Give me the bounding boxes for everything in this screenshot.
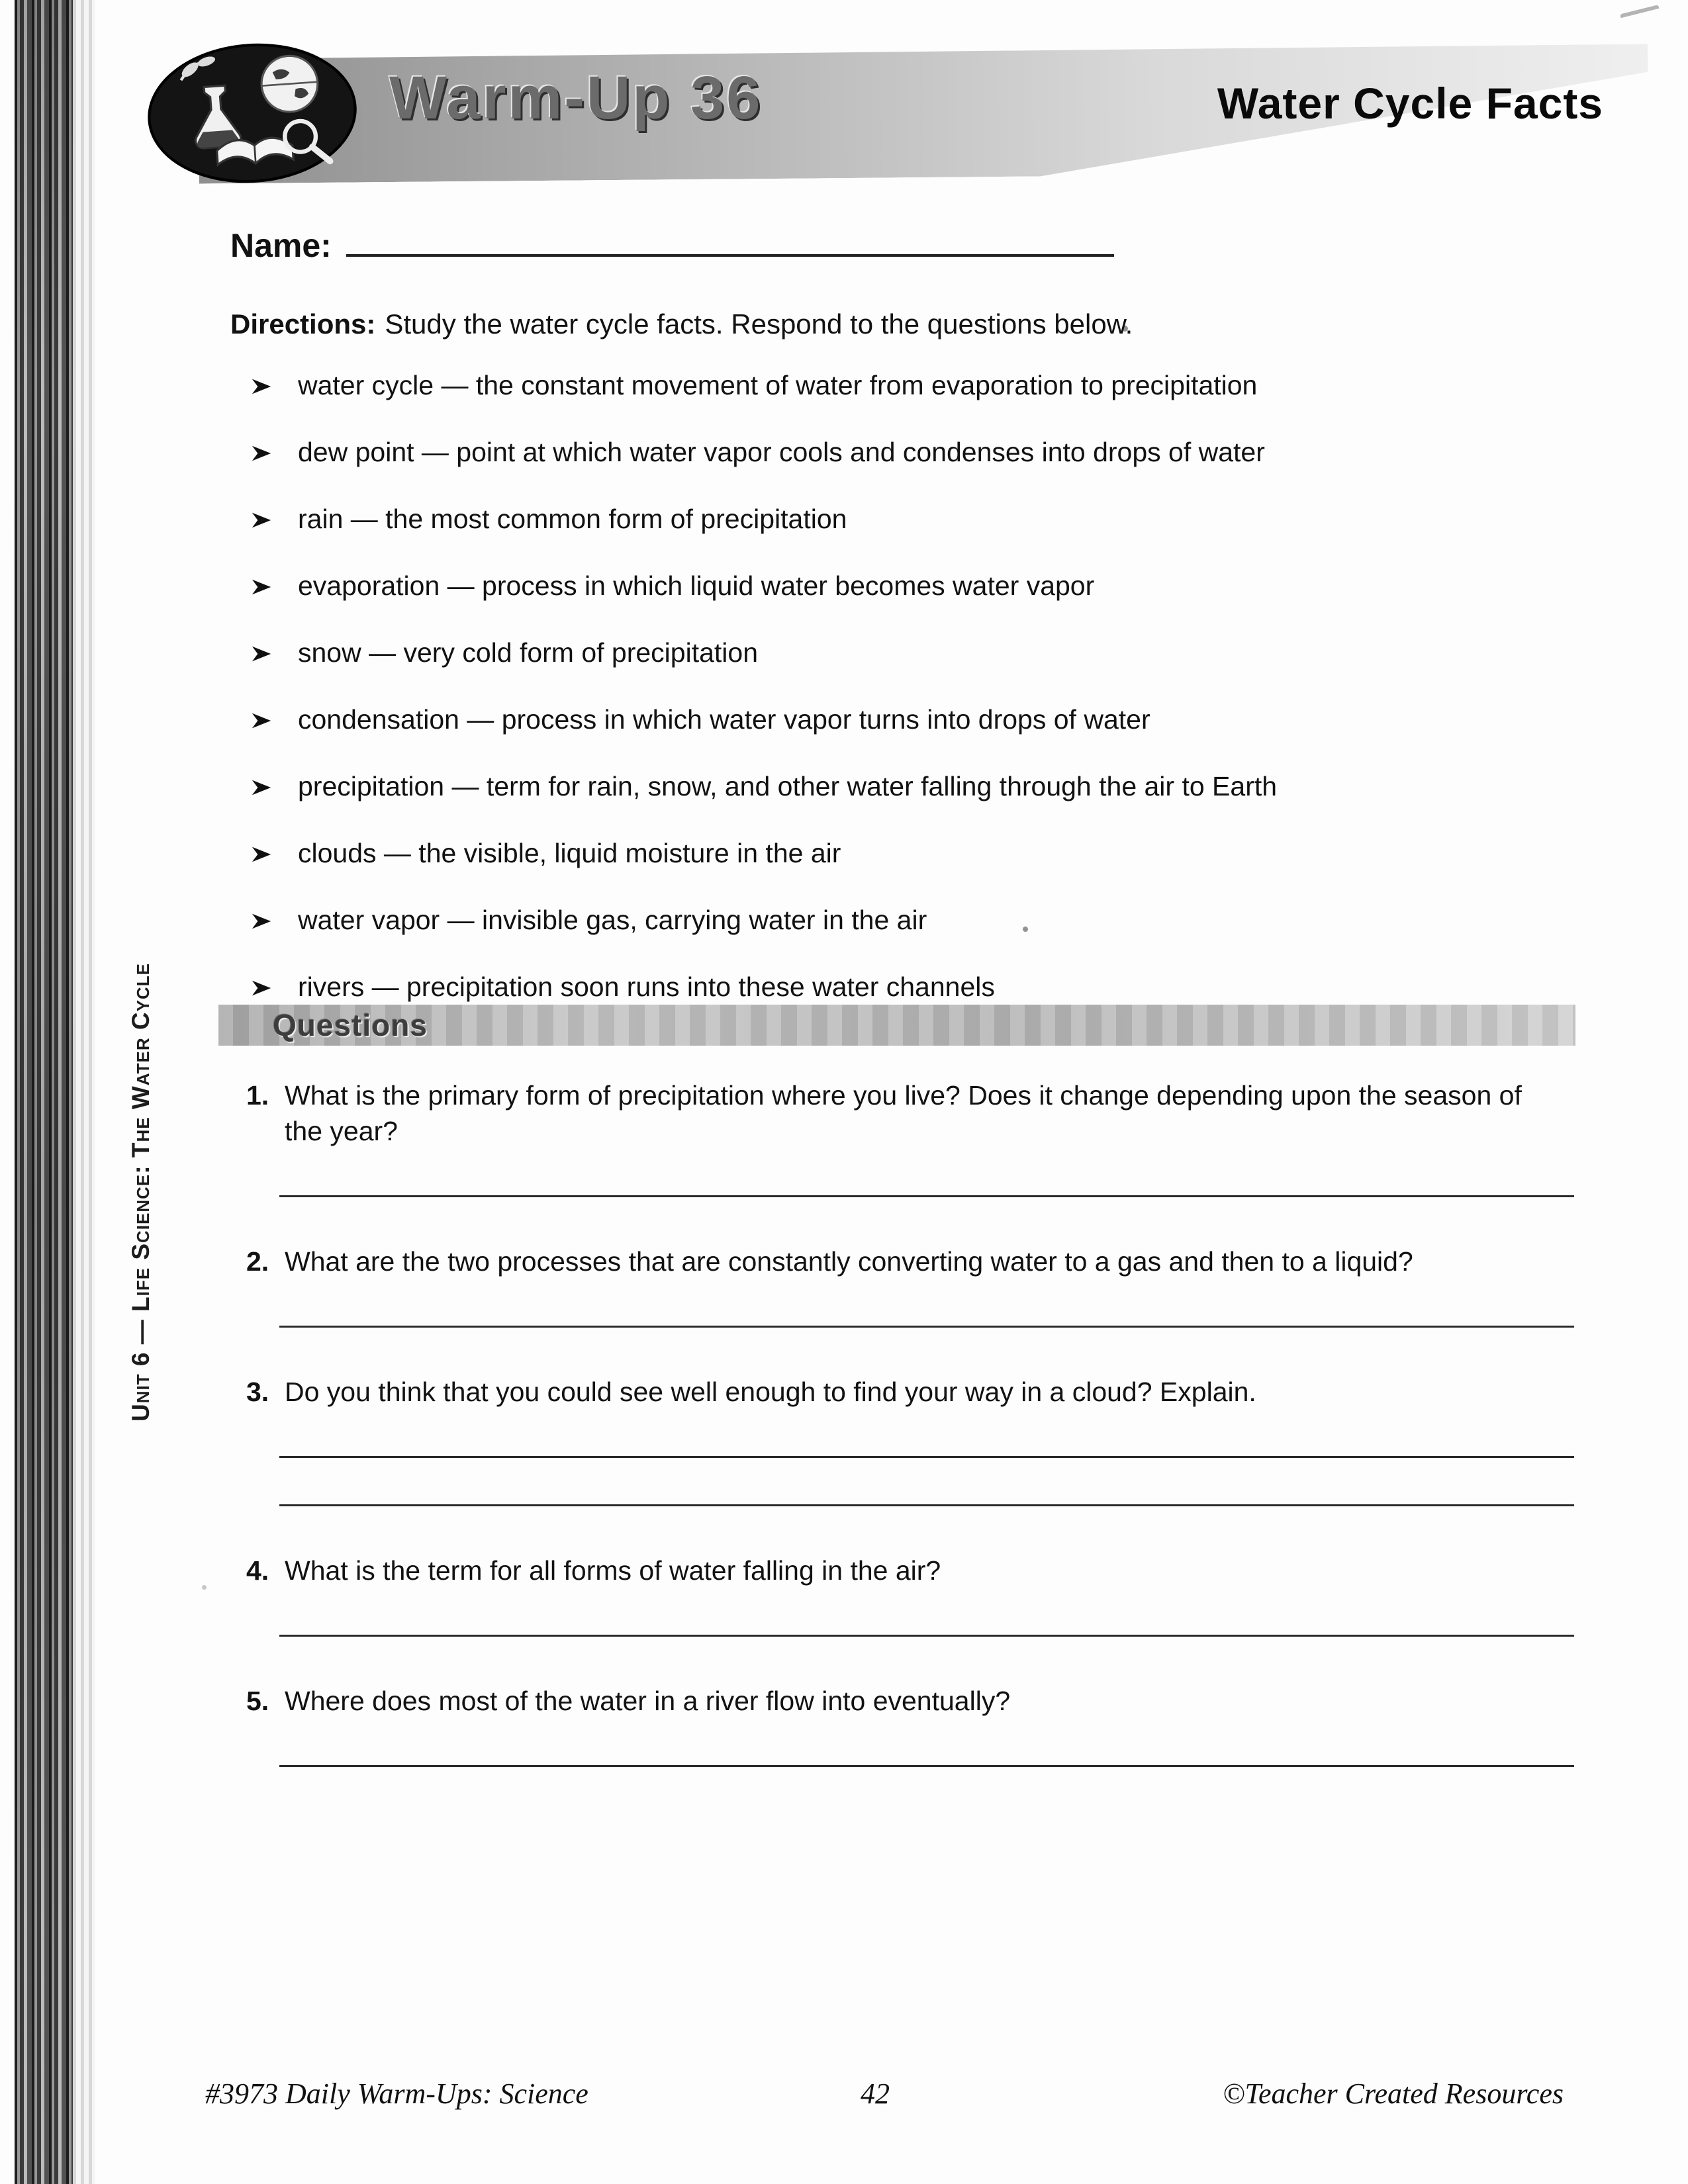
name-label: Name: — [230, 227, 332, 264]
arrow-bullet-icon — [250, 574, 273, 604]
answer-line — [279, 1504, 1574, 1506]
fact-item — [250, 772, 1614, 804]
arrow-bullet-icon — [250, 641, 273, 670]
question-row — [246, 1244, 1577, 1279]
question-row — [246, 1683, 1577, 1719]
footer-publisher: ©Teacher Created Resources — [1223, 2077, 1564, 2110]
fact-text: water vapor — invisible gas, carrying water in the air — [298, 905, 927, 935]
question-item — [246, 1374, 1577, 1506]
fact-item — [250, 437, 1614, 470]
answer-line — [279, 1456, 1574, 1458]
question-item — [246, 1553, 1577, 1637]
fact-text: condensation — process in which water vapor turns into drops of water — [298, 704, 1150, 735]
arrow-bullet-icon — [250, 909, 273, 938]
question-text: What is the primary form of precipitation where you live? Does it change depending upon the season of the year? — [285, 1080, 1522, 1146]
question-row — [246, 1374, 1577, 1410]
question-row — [246, 1553, 1577, 1588]
fact-item — [250, 371, 1614, 403]
fact-item — [250, 504, 1614, 537]
arrow-bullet-icon — [250, 441, 273, 470]
fact-text: rain — the most common form of precipitation — [298, 504, 847, 534]
name-blank-line — [346, 225, 1114, 257]
scan-speck — [202, 1585, 207, 1590]
question-item — [246, 1683, 1577, 1767]
scan-artifact-left-strip-light — [73, 0, 95, 2184]
question-text: What is the term for all forms of water falling in the air? — [285, 1555, 941, 1586]
science-logo-icon — [142, 34, 362, 193]
question-item — [246, 1244, 1577, 1328]
scan-artifact-corner-mark — [1620, 5, 1661, 24]
arrow-bullet-icon — [250, 708, 273, 737]
fact-item — [250, 638, 1614, 670]
fact-text: snow — very cold form of precipitation — [298, 637, 758, 668]
question-number: 1. — [246, 1080, 269, 1111]
question-number: 5. — [246, 1686, 269, 1716]
arrow-bullet-icon — [250, 374, 273, 403]
question-item — [246, 1077, 1577, 1197]
arrow-bullet-icon — [250, 842, 273, 871]
question-row — [246, 1077, 1577, 1149]
fact-item — [250, 705, 1614, 737]
question-number: 4. — [246, 1555, 269, 1586]
fact-text: clouds — the visible, liquid moisture in the air — [298, 838, 841, 868]
fact-text: dew point — point at which water vapor cools and condenses into drops of water — [298, 437, 1265, 467]
arrow-bullet-icon — [250, 976, 273, 1005]
question-text: Do you think that you could see well enough to find your way in a cloud? Explain. — [285, 1377, 1256, 1407]
questions-section-header: Questions — [218, 1005, 1575, 1046]
question-text: What are the two processes that are constantly converting water to a gas and then to a liquid? — [285, 1246, 1413, 1277]
fact-text: evaporation — process in which liquid water becomes water vapor — [298, 570, 1095, 601]
answer-line — [279, 1765, 1574, 1767]
fact-item — [250, 905, 1614, 938]
fact-item — [250, 839, 1614, 871]
directions-label: Directions: — [230, 308, 376, 340]
answer-line — [279, 1326, 1574, 1328]
sidebar-unit-label: Unit 6 — Life Science: The Water Cycle — [127, 963, 154, 1422]
fact-text: precipitation — term for rain, snow, and other water falling through the air to Earth — [298, 771, 1278, 801]
footer-page-number: 42 — [861, 2077, 890, 2110]
question-number: 3. — [246, 1377, 269, 1407]
warmup-title: Warm-Up 36 — [389, 64, 763, 132]
scan-artifact-left-strip — [15, 0, 73, 2184]
topic-title: Water Cycle Facts — [1217, 79, 1603, 128]
fact-text: rivers — precipitation soon runs into these water channels — [298, 972, 995, 1002]
arrow-bullet-icon — [250, 775, 273, 804]
fact-item — [250, 571, 1614, 604]
arrow-bullet-icon — [250, 508, 273, 537]
fact-item — [250, 972, 1614, 1005]
directions-text: Study the water cycle facts. Respond to the questions below. — [385, 308, 1133, 340]
answer-line — [279, 1195, 1574, 1197]
facts-list — [250, 371, 1614, 1039]
question-text: Where does most of the water in a river flow into eventually? — [285, 1686, 1011, 1716]
question-number: 2. — [246, 1246, 269, 1277]
fact-text: water cycle — the constant movement of water from evaporation to precipitation — [298, 370, 1258, 400]
footer-book-title: #3973 Daily Warm-Ups: Science — [205, 2077, 588, 2110]
name-row — [230, 225, 1114, 265]
directions — [230, 308, 1133, 340]
questions-list — [246, 1077, 1577, 1813]
answer-line — [279, 1635, 1574, 1637]
